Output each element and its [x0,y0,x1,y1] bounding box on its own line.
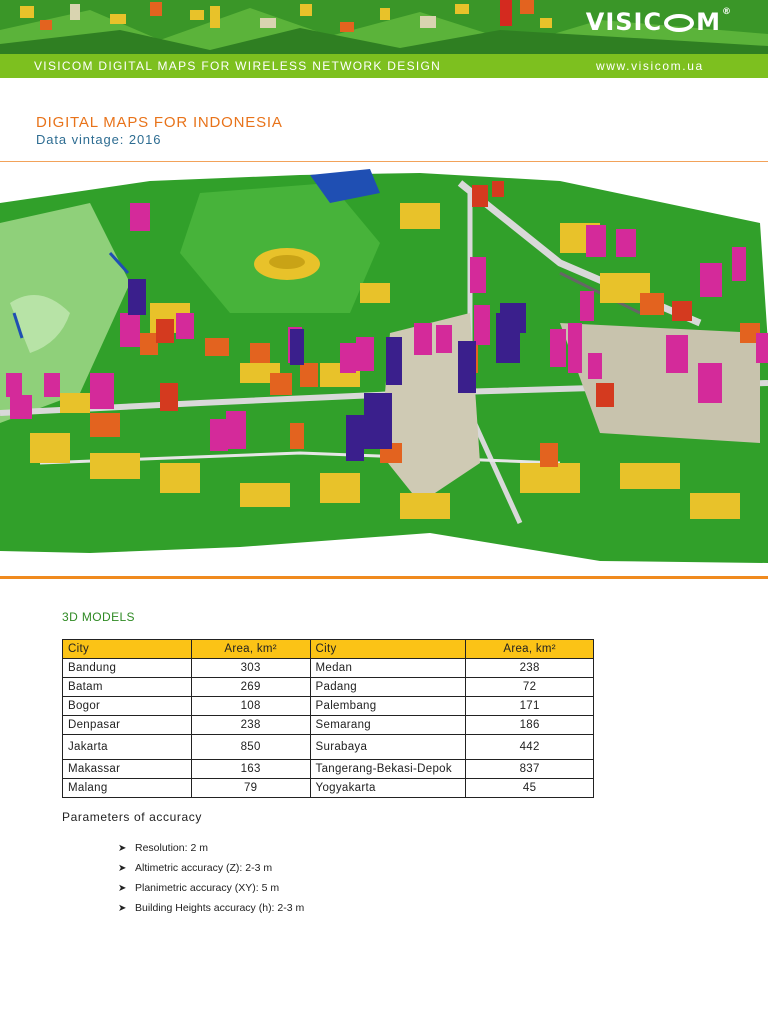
registered-mark: ® [722,7,732,17]
area-cell: 269 [191,678,310,697]
table-row [63,716,594,735]
accuracy-item-text: Altimetric accuracy (Z): 2-3 m [135,862,273,874]
arrow-bullet-icon: ➤ [118,882,127,894]
logo-o-icon [664,14,694,32]
city-cell: Batam [63,678,192,697]
map-illustration [0,163,768,575]
city-cell: Surabaya [310,735,466,760]
table-row [63,779,594,798]
logo-text-end: M [696,8,721,36]
list-item [118,878,304,898]
arrow-bullet-icon: ➤ [118,862,127,874]
area-cell: 186 [466,716,594,735]
tagline-bar [0,54,768,78]
accuracy-item-text: Building Heights accuracy (h): 2-3 m [135,902,305,914]
city-cell: Tangerang-Bekasi-Depok [310,760,466,779]
arrow-bullet-icon: ➤ [118,842,127,854]
accuracy-item-text: Resolution: 2 m [135,842,208,854]
city-cell: Padang [310,678,466,697]
list-item [118,898,304,918]
city-cell: Palembang [310,697,466,716]
area-cell: 442 [466,735,594,760]
city-3d-map-image [0,163,768,575]
cities-area-table [62,639,594,798]
page-title: DIGITAL MAPS FOR INDONESIA [36,114,283,131]
area-cell: 171 [466,697,594,716]
column-header-area: Area, km² [466,640,594,659]
city-cell: Yogyakarta [310,779,466,798]
divider-thick [0,576,768,579]
accuracy-list [118,838,304,918]
logo-text: VISIC [585,8,663,36]
tagline: VISICOM DIGITAL MAPS FOR WIRELESS NETWORK DESIGN [34,59,442,73]
area-cell: 108 [191,697,310,716]
city-cell: Semarang [310,716,466,735]
header-banner [0,0,768,54]
city-cell: Medan [310,659,466,678]
table-row [63,760,594,779]
website-link[interactable]: www.visicom.ua [596,59,704,73]
city-cell: Makassar [63,760,192,779]
area-cell: 850 [191,735,310,760]
area-cell: 72 [466,678,594,697]
table-row [63,735,594,760]
city-cell: Malang [63,779,192,798]
area-cell: 837 [466,760,594,779]
section-title-3d-models: 3D MODELS [62,610,135,624]
table-header-row [63,640,594,659]
city-cell: Bogor [63,697,192,716]
data-vintage: Data vintage: 2016 [36,132,162,147]
list-item [118,838,304,858]
column-header-city: City [310,640,466,659]
table-row [63,697,594,716]
visicom-logo[interactable] [586,8,732,36]
area-cell: 303 [191,659,310,678]
list-item [118,858,304,878]
area-cell: 238 [466,659,594,678]
accuracy-title: Parameters of accuracy [62,810,202,824]
arrow-bullet-icon: ➤ [118,902,127,914]
area-cell: 163 [191,760,310,779]
column-header-area: Area, km² [191,640,310,659]
table-row [63,659,594,678]
column-header-city: City [63,640,192,659]
accuracy-item-text: Planimetric accuracy (XY): 5 m [135,882,280,894]
area-cell: 238 [191,716,310,735]
table-row [63,678,594,697]
city-cell: Bandung [63,659,192,678]
city-cell: Denpasar [63,716,192,735]
city-cell: Jakarta [63,735,192,760]
area-cell: 79 [191,779,310,798]
area-cell: 45 [466,779,594,798]
divider-thin [0,161,768,162]
